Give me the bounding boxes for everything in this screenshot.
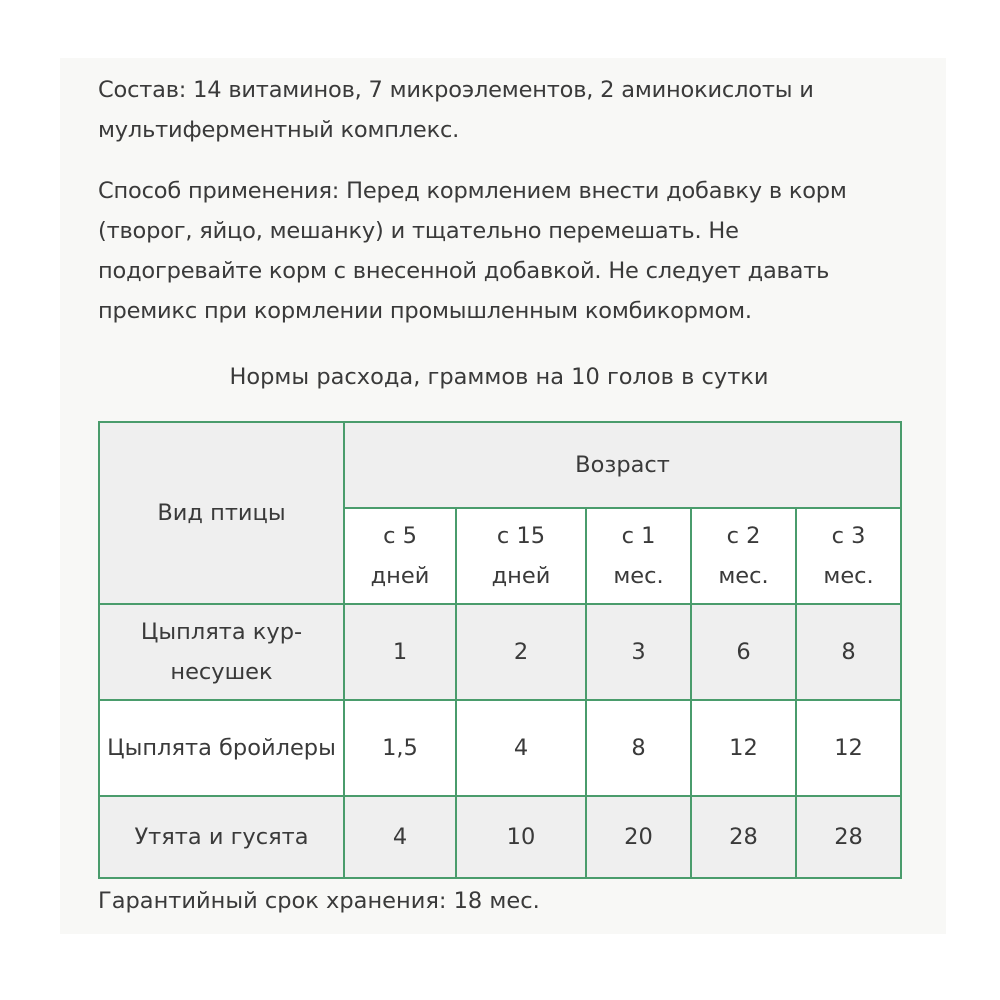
bird-name-cell: Цыплята кур-несушек xyxy=(99,604,344,700)
dose-cell: 12 xyxy=(796,700,901,796)
age-column-header: с 3 мес. xyxy=(796,508,901,604)
bird-name-cell: Утята и гусята xyxy=(99,796,344,878)
table-caption: Нормы расхода, граммов на 10 голов в сутки xyxy=(229,364,769,390)
storage-term-text: Гарантийный срок хранения: 18 мес. xyxy=(98,888,540,914)
dose-cell: 4 xyxy=(456,700,586,796)
dose-cell: 8 xyxy=(586,700,691,796)
dose-cell: 2 xyxy=(456,604,586,700)
dose-cell: 10 xyxy=(456,796,586,878)
dose-cell: 1 xyxy=(344,604,456,700)
dose-cell: 6 xyxy=(691,604,796,700)
table-row xyxy=(99,700,901,796)
dose-cell: 20 xyxy=(586,796,691,878)
age-column-header: с 15 дней xyxy=(456,508,586,604)
age-column-header: с 5 дней xyxy=(344,508,456,604)
age-column-header: с 1 мес. xyxy=(586,508,691,604)
dose-cell: 28 xyxy=(691,796,796,878)
composition-text: Состав: 14 витаминов, 7 микроэлементов, 2 аминокислоты и мультиферментный комплекс. xyxy=(98,77,814,143)
table-row xyxy=(99,604,901,700)
dose-cell: 4 xyxy=(344,796,456,878)
dosage-table xyxy=(98,421,902,879)
age-header: Возраст xyxy=(344,422,901,508)
bird-name-cell: Цыплята бройлеры xyxy=(99,700,344,796)
dose-cell: 12 xyxy=(691,700,796,796)
age-column-header: с 2 мес. xyxy=(691,508,796,604)
dose-cell: 8 xyxy=(796,604,901,700)
table-row xyxy=(99,796,901,878)
dose-cell: 3 xyxy=(586,604,691,700)
dose-cell: 1,5 xyxy=(344,700,456,796)
bird-type-header: Вид птицы xyxy=(99,422,344,604)
usage-instructions-text: Способ применения: Перед кормлением внести добавку в корм (творог, яйцо, мешанку) и тщательно перемешать. Не подогревайте корм с внесенной добавкой. Не следует давать премикс при кормлении промышленным комбикормом. xyxy=(98,178,847,324)
dose-cell: 28 xyxy=(796,796,901,878)
